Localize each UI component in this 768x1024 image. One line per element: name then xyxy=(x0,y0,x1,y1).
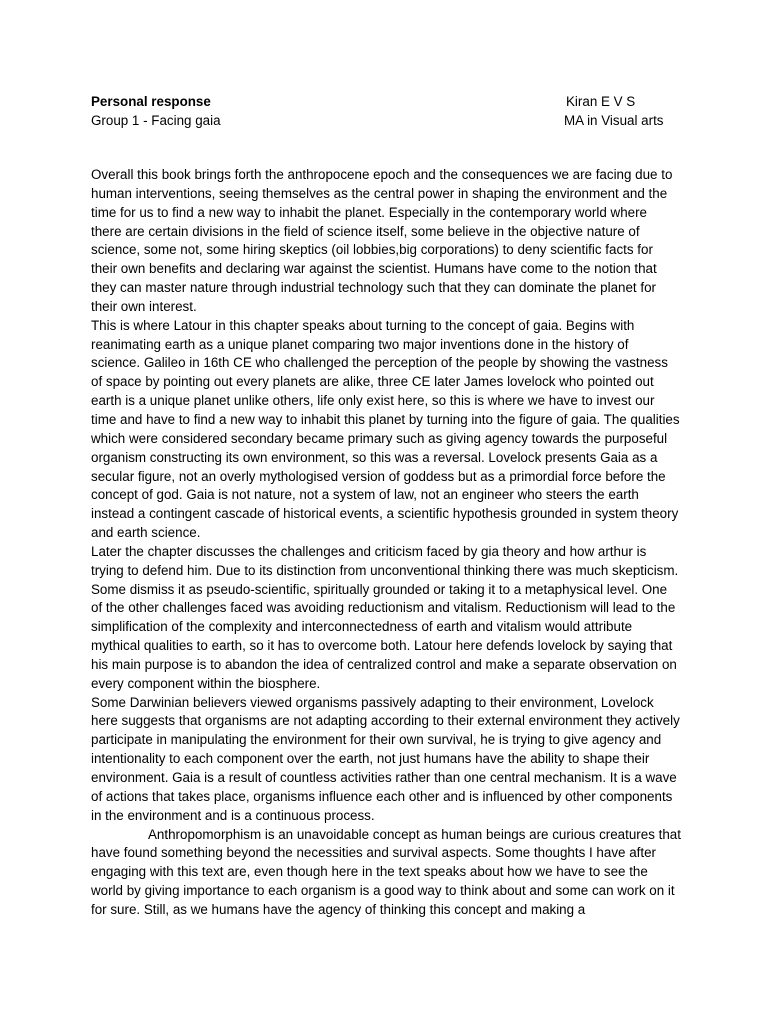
document-header xyxy=(91,92,671,130)
paragraph: This is where Latour in this chapter speaks about turning to the concept of gaia. Begins with reanimating earth as a unique planet comparing two major inventions done in the history of science. Galileo in 16th CE who challenged the perception of the people by showing the vastness of space by pointing out every planets are alike, three CE later James lovelock who pointed out earth is a unique planet unlike others, life only exist here, so this is where we have to invest our time and have to find a new way to inhabit this planet by turning into the figure of gaia. The qualities which were considered secondary became primary such as giving agency towards the purposeful organism constructing its own environment, so this was a reversal. Lovelock presents Gaia as a secular figure, not an overly mythologised version of goddess but as a primordial force before the concept of god. Gaia is not nature, not a system of law, not an engineer who steers the earth instead a contingent cascade of historical events, a scientific hypothesis grounded in system theory and earth science. xyxy=(91,317,680,541)
header-row-2 xyxy=(91,111,671,130)
author-name: Kiran E V S xyxy=(566,94,636,109)
program-label: MA in Visual arts xyxy=(564,113,664,128)
paragraph: Overall this book brings forth the anthropocene epoch and the consequences we are facing due to human interventions, seeing themselves as the central power in shaping the environment and the time for us to find a new way to inhabit the planet. Especially in the contemporary world where there are certain divisions in the field of science itself, some believe in the objective nature of science, some not, some hiring skeptics (oil lobbies,big corporations) to deny scientific facts for their own benefits and declaring war against the scientist. Humans have come to the notion that they can master nature through industrial technology such that they can dominate the planet for their own interest. xyxy=(91,167,673,314)
document-body xyxy=(91,166,681,920)
document-title: Personal response xyxy=(91,94,211,109)
paragraph: Anthropomorphism is an unavoidable concept as human beings are curious creatures that have found something beyond the necessities and survival aspects. Some thoughts I have after engaging with this text are, even though here in the text speaks about how we have to see the world by giving importance to each organism is a good way to think about and some can work on it for sure. Still, as we humans have the agency of thinking this concept and making a xyxy=(91,826,681,917)
paragraph: Some Darwinian believers viewed organisms passively adapting to their environment, Lovelock here suggests that organisms are not adapting according to their external environment they actively participate in manipulating the environment for their own survival, he is trying to give agency and intentionality to each component over the earth, not just humans have the ability to shape their environment. Gaia is a result of countless activities rather than one central mechanism. It is a wave of actions that takes place, organisms influence each other and is influenced by other components in the environment and is a continuous process. xyxy=(91,694,680,823)
paragraph: Later the chapter discusses the challenges and criticism faced by gia theory and how arthur is trying to defend him. Due to its distinction from unconventional thinking there was much skepticism. Some dismiss it as pseudo-scientific, spiritually grounded or taking it to a metaphysical level. One of the other challenges faced was avoiding reductionism and vitalism. Reductionism will lead to the simplification of the complexity and interconnectedness of earth and vitalism would attribute mythical qualities to earth, so it has to overcome both. Latour here defends lovelock by saying that his main purpose is to abandon the idea of centralized control and make a separate observation on every component within the biosphere. xyxy=(91,543,679,691)
group-label: Group 1 - Facing gaia xyxy=(91,113,221,128)
header-row-1 xyxy=(91,92,671,111)
